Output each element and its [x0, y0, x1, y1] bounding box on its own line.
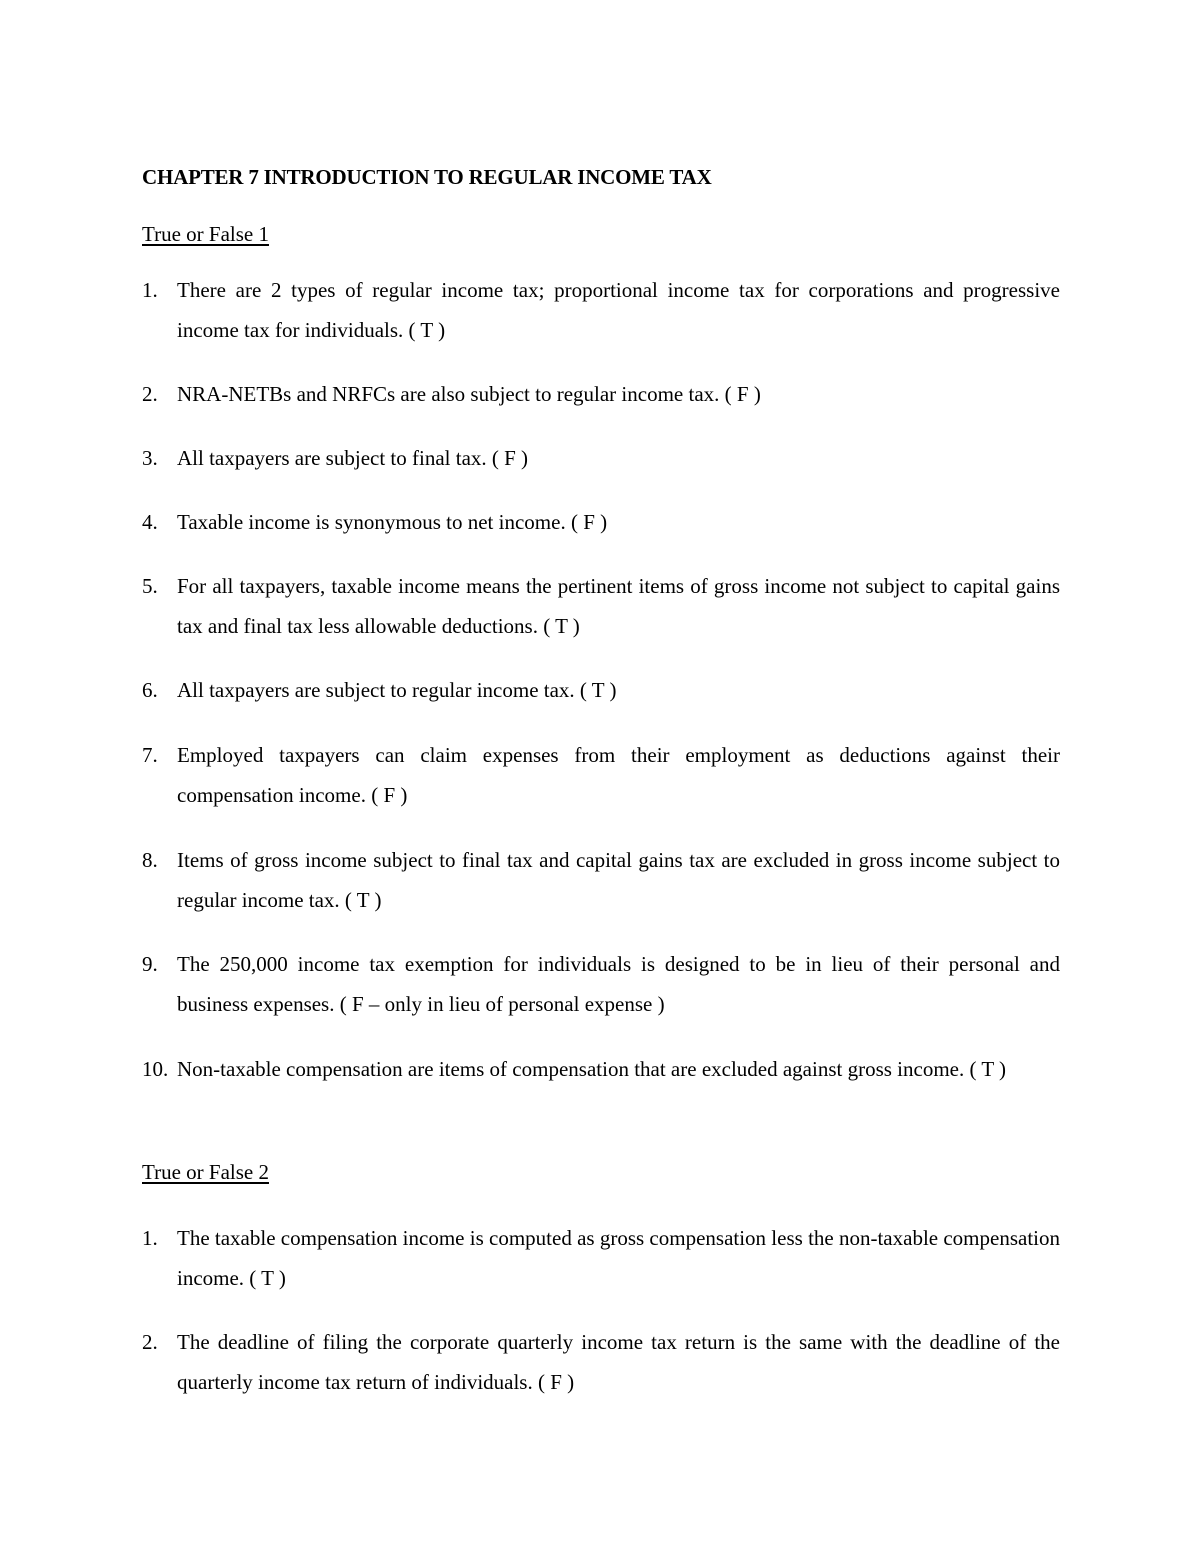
- item-number: 2.: [142, 1330, 158, 1354]
- item-text: The deadline of filing the corporate quarterly income tax return is the same with the deadline of the quarterly income tax return of individuals. ( F ): [177, 1330, 1060, 1394]
- list-item: [142, 502, 1060, 542]
- list-item: [142, 670, 1060, 710]
- list-item: [142, 438, 1060, 478]
- item-text: Items of gross income subject to final tax and capital gains tax are excluded in gross income subject to regular income tax. ( T ): [177, 848, 1060, 912]
- item-number: 9.: [142, 952, 158, 976]
- chapter-title: CHAPTER 7 INTRODUCTION TO REGULAR INCOME TAX: [142, 165, 712, 189]
- list-item: [142, 374, 1060, 414]
- list-item: [142, 735, 1060, 815]
- list-item: [142, 566, 1060, 646]
- item-text: NRA-NETBs and NRFCs are also subject to regular income tax. ( F ): [177, 382, 761, 406]
- item-number: 5.: [142, 574, 158, 598]
- section-heading-tf2: True or False 2: [142, 1160, 269, 1184]
- list-item: [142, 1322, 1060, 1402]
- list-item: [142, 270, 1060, 350]
- item-text: The taxable compensation income is computed as gross compensation less the non-taxable compensation income. ( T ): [177, 1226, 1060, 1290]
- section-heading-tf1: True or False 1: [142, 222, 269, 246]
- item-text: Non-taxable compensation are items of compensation that are excluded against gross income. ( T ): [177, 1057, 1007, 1081]
- item-number: 7.: [142, 743, 158, 767]
- item-number: 4.: [142, 510, 158, 534]
- item-text: All taxpayers are subject to regular income tax. ( T ): [177, 678, 617, 702]
- item-number: 3.: [142, 446, 158, 470]
- list-item: [142, 944, 1060, 1024]
- item-number: 2.: [142, 382, 158, 406]
- item-number: 6.: [142, 678, 158, 702]
- item-text: For all taxpayers, taxable income means the pertinent items of gross income not subject to capital gains tax and final tax less allowable deductions. ( T ): [177, 574, 1060, 638]
- item-text: Employed taxpayers can claim expenses from their employment as deductions against their compensation income. ( F ): [177, 743, 1060, 807]
- item-number: 1.: [142, 1226, 158, 1250]
- item-text: There are 2 types of regular income tax; proportional income tax for corporations and progressive income tax for individuals. ( T ): [177, 278, 1060, 342]
- list-item: [142, 840, 1060, 920]
- item-text: Taxable income is synonymous to net income. ( F ): [177, 510, 608, 534]
- list-item: [142, 1218, 1060, 1298]
- list-item: [142, 1049, 1060, 1089]
- item-number: 8.: [142, 848, 158, 872]
- item-number: 1.: [142, 278, 158, 302]
- item-text: The 250,000 income tax exemption for individuals is designed to be in lieu of their personal and business expenses. ( F – only in lieu of personal expense ): [177, 952, 1060, 1016]
- item-text: All taxpayers are subject to final tax. ( F ): [177, 446, 529, 470]
- item-number: 10.: [142, 1057, 169, 1081]
